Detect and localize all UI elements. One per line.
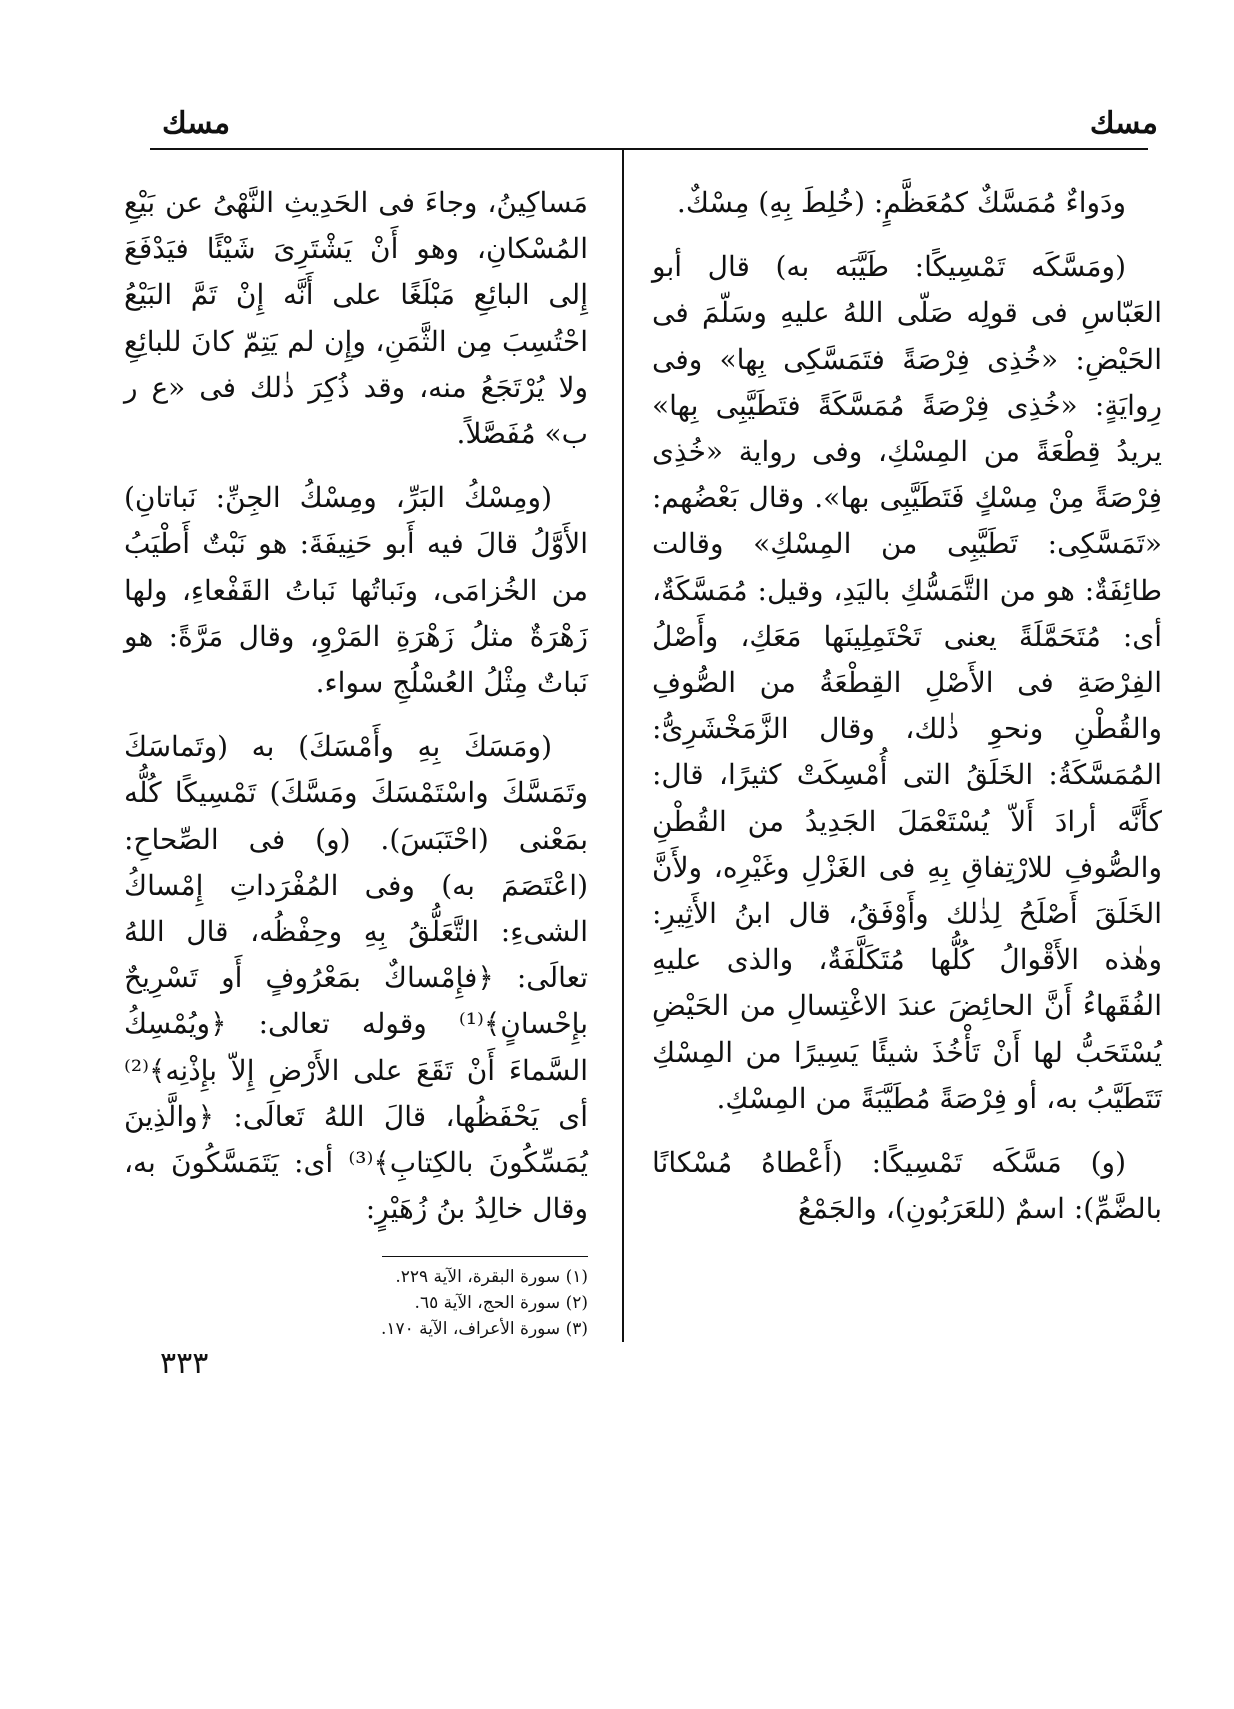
footnote: (١) سورة البقرة، الآية ٢٢٩. [395,1267,588,1287]
footnote: (٣) سورة الأعراف، الآية ١٧٠. [380,1319,588,1339]
paragraph: (ومَسَكَ بِهِ وأَمْسَكَ) به (وتَماسَكَ وتَمَسَّكَ واسْتَمْسَكَ ومَسَّكَ) تَمْسِيكًا كُلُّه بمَعْنى (احْتَبَسَ). (و) فى الصِّحاحِ: (اعْتَصَمَ به) وفى المُفْرَداتِ إِمْساكُ الشىءِ: التَّعَلُّقُ بِهِ وحِفْظُه، قال اللهُ تعالَى: ﴿فإِمْساكٌ بمَعْرُوفٍ أَو تَسْرِيحٌ بإِحْسانٍ﴾⁽¹⁾ وقوله تعالى: ﴿ويُمْسِكُ السَّماءَ أَنْ تَقَعَ على الأَرْضِ إِلاّ بإِذْنِه﴾⁽²⁾ أى يَحْفَظُها، قالَ اللهُ تَعالَى: ﴿والَّذِينَ يُمَسِّكُونَ بالكِتابِ﴾⁽³⁾ أى: يَتَمَسَّكُونَ به، وقال خالِدُ بنُ زُهَيْرٍ: [124,730,588,1226]
right-column [652,180,1162,1250]
column-divider [622,148,624,1342]
footnote: (٢) سورة الحج، الآية ٦٥. [414,1293,588,1313]
page-number: ٣٣٣ [160,1346,209,1381]
running-headword-left: مسك [162,106,231,141]
paragraph: ودَواءٌ مُمَسَّكٌ كمُعَظَّمٍ: (خُلِطَ بِهِ) مِسْكٌ. [676,186,1126,219]
paragraph: (ومَسَّكَه تَمْسِيكًا: طَيَّبَه به) قال أبو العَبّاسِ فى قولِه صَلّى اللهُ عليهِ وسَلّمَ فى الحَيْضِ: «خُذِى فِرْصَةً فتَمَسَّكِى بِها» وفى رِوايَةٍ: «خُذِى فِرْصَةً مُمَسَّكَةً فتَطَيَّبِى بِها» يريدُ قِطْعَةً من المِسْكِ، وفى رواية «خُذِى فِرْصَةً مِنْ مِسْكٍ فَتَطَيَّبِى بها». وقال بَعْضُهم: «تَمَسَّكِى: تَطَيَّبِى من المِسْكِ» وقالت طائِفَةٌ: هو من التَّمَسُّكِ باليَدِ، وقيل: مُمَسَّكَةٌ، أى: مُتَحَمَّلَةً يعنى تَحْتَمِلِينَها مَعَكِ، وأَصْلُ الفِرْصَةِ فى الأَصْلِ القِطْعَةُ من الصُّوفِ والقُطْنِ ونحوِ ذٰلك، وقال الزَّمَخْشَرِىُّ: المُمَسَّكَةُ: الخَلَقُ التى أُمْسِكَتْ كثيرًا، قال: كأَنَّه أرادَ أَلاّ يُسْتَعْمَلَ الجَدِيدُ من القُطْنِ والصُّوفِ للارْتِفاقِ بِهِ فى الغَزْلِ وغَيْرِه، ولأَنَّ الخَلَقَ أَصْلَحُ لِذٰلك وأَوْفَقُ، قال ابنُ الأَثِيرِ: وهٰذه الأَقْوالُ كُلُّها مُتَكَلَّفَةٌ، والذى عليهِ الفُقَهاءُ أَنَّ الحائِضَ عندَ الاغْتِسالِ من الحَيْضِ يُسْتَحَبُّ لها أَنْ تَأْخُذَ شيئًا يَسِيرًا من المِسْكِ تَتَطَيَّبُ به، أو فِرْصَةً مُطَيَّبَةً من المِسْكِ. [652,250,1162,1115]
footnote-rule [382,1256,588,1257]
paragraph: (و) مَسَّكَه تَمْسِيكًا: (أَعْطاهُ مُسْكانًا بالضَّمِّ): اسمٌ (للعَرَبُونِ)، والجَمْعُ [652,1146,1162,1226]
paragraph: مَساكِينُ، وجاءَ فى الحَدِيثِ النَّهْىُ عن بَيْعِ المُسْكانِ، وهو أَنْ يَشْتَرِىَ شَيْئًا فيَدْفَعَ إِلى البائِعِ مَبْلَغًا على أَنَّه إِنْ تَمَّ البَيْعُ احْتُسِبَ مِن الثَّمَنِ، وإِن لم يَتِمّ كانَ للبائِعِ ولا يُرْتَجَعُ منه، وقد ذُكِرَ ذٰلك فى «ع ر ب» مُفَصَّلاً. [124,186,588,451]
footnotes [124,1264,588,1342]
header-rule [150,148,1148,150]
left-column [124,180,588,1250]
paragraph: (ومِسْكُ البَرِّ، ومِسْكُ الجِنِّ: نَباتانِ) الأَوَّلُ قالَ فيه أَبو حَنِيفَةَ: هو نَبْتٌ أَطْيَبُ من الخُزامَى، ونَباتُها نَباتُ القَفْعاءِ، ولها زَهْرَةٌ مثلُ زَهْرَةِ المَرْوِ، وقال مَرَّةً: هو نَباتٌ مِثْلُ العُسْلُجِ سواء. [124,481,588,700]
running-headword-right: مسك [1089,106,1158,141]
